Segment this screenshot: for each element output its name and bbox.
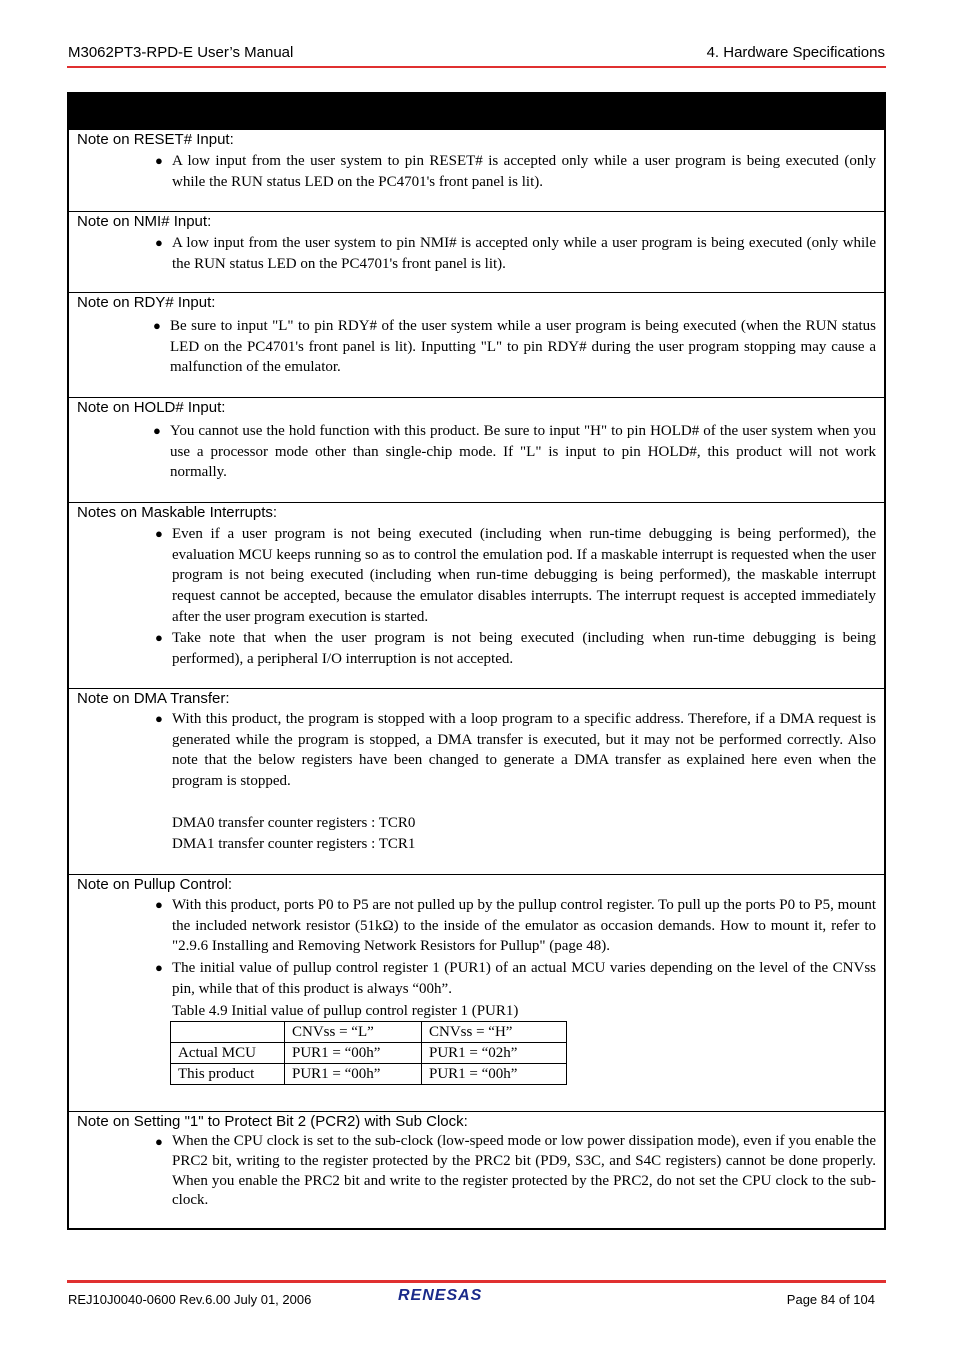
bullet-icon: ● [155, 711, 163, 726]
table-cell [171, 1022, 285, 1043]
section-pullup-control [69, 875, 884, 1112]
page-number: Page 84 of 104 [786, 1292, 875, 1307]
section-dma-transfer [69, 689, 884, 875]
pullup-table [170, 1021, 567, 1085]
bullet-item: ● The initial value of pullup control register 1 (PUR1) of an actual MCU varies depending on the level of the CNVss pin, while that of this product is always “00h”. [155, 960, 876, 997]
notes-box [67, 92, 886, 1230]
header-rule [67, 66, 886, 68]
table-cell: PUR1 = “00h” [285, 1064, 422, 1085]
renesas-logo [398, 1287, 510, 1307]
table-cell: This product [171, 1064, 285, 1085]
manual-title: M3062PT3-RPD-E User’s Manual [68, 44, 294, 61]
section-title: Note on DMA Transfer: [77, 690, 230, 707]
table-header-row [171, 1022, 567, 1043]
section-rdy-input [69, 293, 884, 398]
bullet-icon: ● [153, 318, 161, 333]
section-title: Note on Setting "1" to Protect Bit 2 (PCR2) with Sub Clock: [77, 1113, 468, 1130]
register-line: DMA0 transfer counter registers : TCR0 [172, 815, 416, 831]
section-maskable-interrupts [69, 503, 884, 689]
section-title: Note on RESET# Input: [77, 131, 234, 148]
section-nmi-input [69, 212, 884, 293]
bullet-item: ● With this product, ports P0 to P5 are not pulled up by the pullup control register. To pull up the ports P0 to P5, mount the included network resistor (51kΩ) to the inside of the emulator as occasion demands. How to mount it, refer to "2.9.6 Installing and Removing Network Resistors for Pullup" (page 48). [155, 897, 876, 955]
bullet-item: ● Even if a user program is not being executed (including when run-time debugging is being performed), the evaluation MCU keeps running so as to control the emulation pod. If a maskable interrupt is requested when the user program is not being executed (including when run-time debugging is being performed), the maskable interrupt request cannot be accepted, because the emulator disables interrupts. The interrupt request is accepted immediately after the user program execution is started. [155, 526, 876, 625]
notes-box-header-bar [69, 94, 884, 130]
bullet-icon: ● [155, 960, 163, 975]
section-hold-input [69, 398, 884, 503]
table-cell: CNVss = “H” [422, 1022, 567, 1043]
bullet-icon: ● [155, 153, 163, 168]
section-title: Note on HOLD# Input: [77, 399, 226, 416]
bullet-item: ● Take note that when the user program is not being executed (including when run-time debugging is being performed), a peripheral I/O interruption is not accepted. [155, 630, 876, 667]
footer-rule [67, 1280, 886, 1283]
table-cell: PUR1 = “00h” [285, 1043, 422, 1064]
chapter-title: 4. Hardware Specifications [706, 44, 885, 61]
bullet-item: ● A low input from the user system to pin RESET# is accepted only while a user program is being executed (only while the RUN status LED on the PC4701's front panel is lit). [155, 153, 876, 190]
table-cell: Actual MCU [171, 1043, 285, 1064]
section-protect-bit-2 [69, 1112, 884, 1230]
table-row [171, 1064, 567, 1085]
table-row [171, 1043, 567, 1064]
section-title: Note on NMI# Input: [77, 213, 212, 230]
table-caption: Table 4.9 Initial value of pullup control register 1 (PUR1) [172, 1003, 519, 1019]
bullet-item: ● You cannot use the hold function with this product. Be sure to input "H" to pin HOLD# of the user system when you use a processor mode other than single-chip mode. If "L" is input to pin HOLD#, this product will not work normally. [153, 423, 876, 481]
section-title: Note on RDY# Input: [77, 294, 216, 311]
bullet-item: ● With this product, the program is stopped with a loop program to a specific address. Therefore, if a DMA request is generated while the program is stopped, a DMA transfer is executed, but it may not be performed correctly. Also note that the below registers have been changed to generate a DMA transfer as explained here even when the program is stopped. [155, 711, 876, 790]
logo-text: RENESAS [398, 1287, 483, 1304]
register-line: DMA1 transfer counter registers : TCR1 [172, 836, 416, 852]
section-title: Notes on Maskable Interrupts: [77, 504, 278, 521]
bullet-icon: ● [155, 1134, 163, 1149]
bullet-icon: ● [155, 897, 163, 912]
table-cell: PUR1 = “00h” [422, 1064, 567, 1085]
bullet-item: ● When the CPU clock is set to the sub-clock (low-speed mode or low power dissipation mode), even if you enable the PRC2 bit, writing to the register protected by the PRC2 bit (PD9, S3C, and S4C registers) cannot be done properly. When you enable the PRC2 bit and write to the register protected by the PRC2, do not set the CPU clock to the sub-clock. [155, 1133, 876, 1209]
bullet-icon: ● [155, 526, 163, 541]
bullet-icon: ● [155, 630, 163, 645]
bullet-icon: ● [155, 235, 163, 250]
document-id: REJ10J0040-0600 Rev.6.00 July 01, 2006 [68, 1292, 312, 1307]
bullet-item: ● Be sure to input "L" to pin RDY# of the user system while a user program is being executed (when the RUN status LED on the PC4701's front panel is lit). Inputting "L" to pin RDY# during the user program stopping may cause a malfunction of the emulator. [153, 318, 876, 376]
bullet-item: ● A low input from the user system to pin NMI# is accepted only while a user program is being executed (only while the RUN status LED on the PC4701's front panel is lit). [155, 235, 876, 272]
table-cell: PUR1 = “02h” [422, 1043, 567, 1064]
bullet-icon: ● [153, 423, 161, 438]
section-reset-input [69, 130, 884, 212]
table-cell: CNVss = “L” [285, 1022, 422, 1043]
section-title: Note on Pullup Control: [77, 876, 233, 893]
